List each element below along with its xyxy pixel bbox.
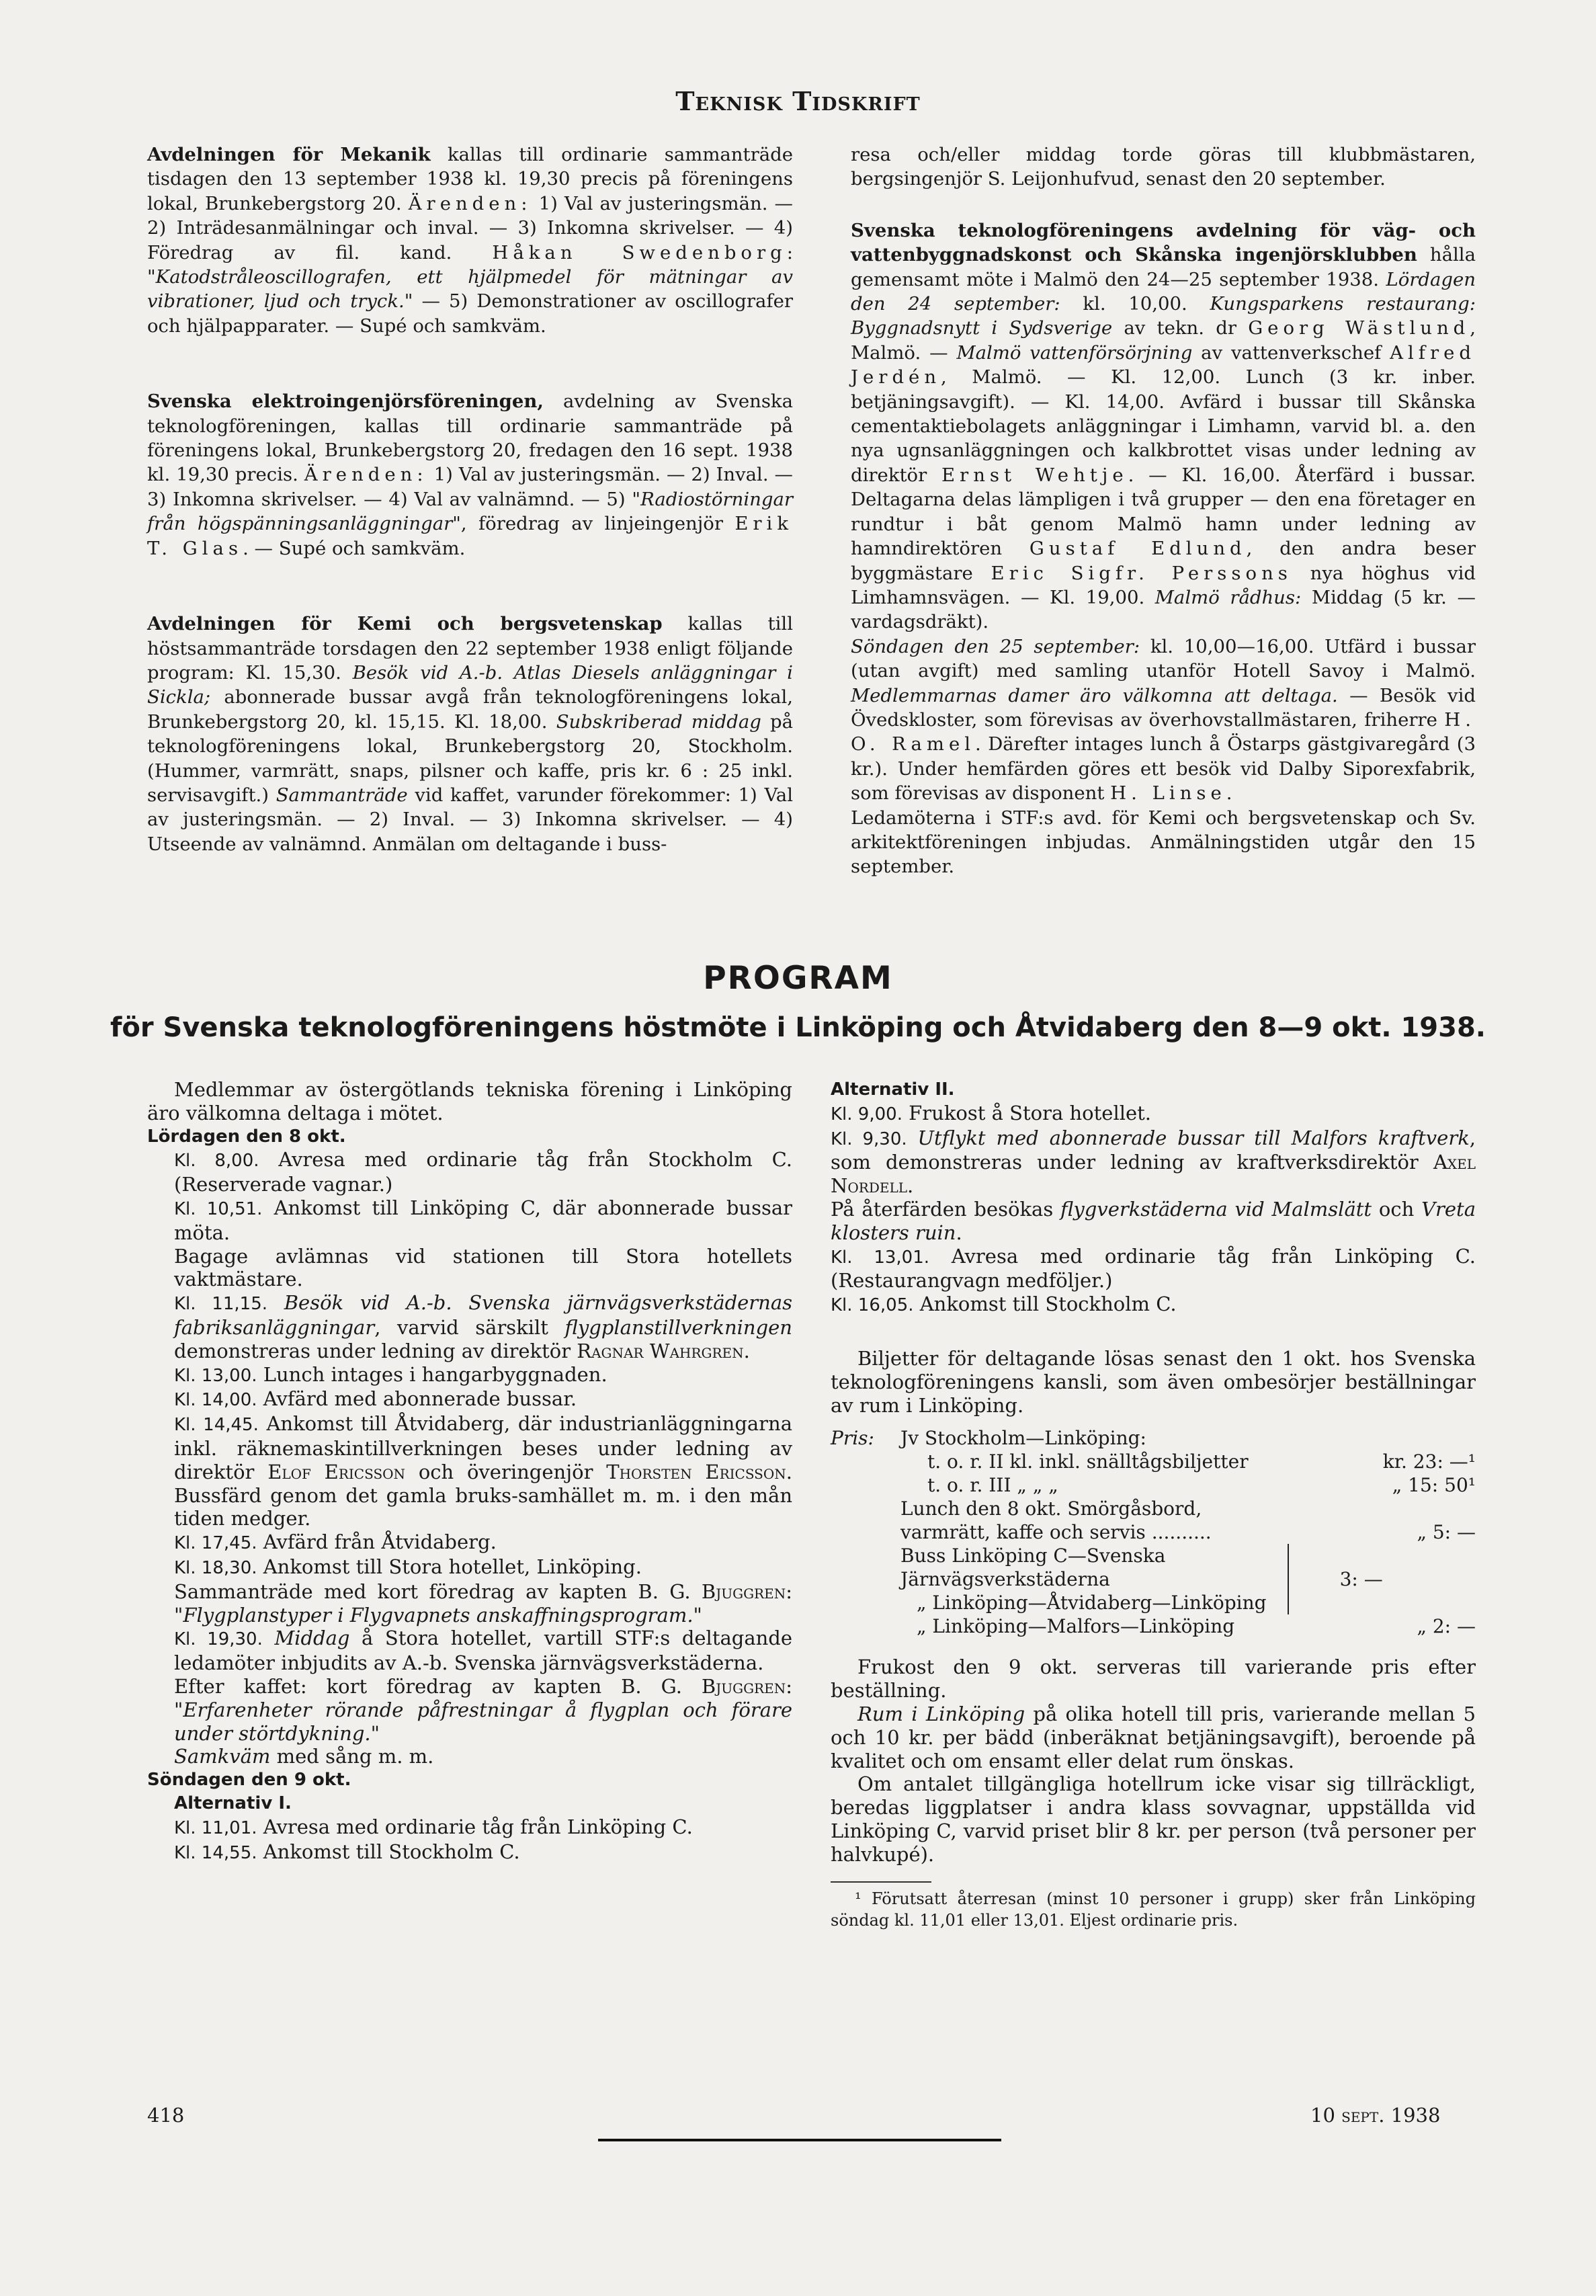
notice-ledamoter: Ledamöterna i STF:s avd. för Kemi och bergsvetenskap och Sv. arkitektföreningen inbjudas. Anmälningstiden utgår den 15 september. <box>851 807 1476 878</box>
alternative-1-label: Alternativ I. <box>174 1793 292 1813</box>
schedule-item: Bagage avlämnas vid stationen till Stora hotellets vaktmästare. <box>174 1244 792 1291</box>
program-intro: Medlemmar av östergötlands tekniska förening i Linköping äro välkomna deltaga i mötet. <box>147 1078 792 1124</box>
footnote-rule <box>831 1881 931 1883</box>
tickets-text: Biljetter för deltagande lösas senast den 1 okt. hos Svenska teknologföreningens kansli, som även ombesörjer beställningar av rum i Linköping. <box>831 1346 1476 1417</box>
schedule-item: Samkväm med sång m. m. <box>174 1745 434 1768</box>
price-row: „ Linköping—Malfors—Linköping <box>917 1615 1235 1638</box>
price-value: „ 2: — <box>1417 1615 1476 1638</box>
rooms-text: Rum i Linköping på olika hotell till pris, varierande mellan 5 och 10 kr. per bädd (inberäknat betjäningsavgift), beroende på kvalitet och om ensamt eller delat rum önskas. <box>831 1702 1476 1772</box>
price-value: „ 5: — <box>1417 1521 1476 1544</box>
schedule-item: Kl. 17,45. Avfärd från Åtvidaberg. <box>174 1530 497 1554</box>
price-row: Lunch den 8 okt. Smörgåsbord, varmrätt, kaffe och servis .......... <box>900 1498 1212 1544</box>
program-subtitle: för Svenska teknologföreningens höstmöte i Linköping och Åtvidaberg den 8—9 okt. 1938. <box>110 1012 1486 1043</box>
left-column <box>147 142 793 856</box>
program-title: PROGRAM <box>703 960 893 997</box>
schedule-item: Kl. 9,00. Frukost å Stora hotellet. <box>831 1101 1152 1124</box>
schedule-item: Kl. 10,51. Ankomst till Linköping C, där abonnerade bussar möta. <box>174 1196 793 1244</box>
right-column <box>851 142 1476 879</box>
notice-kemi: Avdelningen för Kemi och bergsvetenskap kallas till höstsammanträde torsdagen den 22 september 1938 enligt följande program: Kl. 15,30. Besök vid A.-b. Atlas Diesels anläggningar i Sickla; abonnerade bussar avgå från teknologföreningens lokal, Brunkebergstorg 20, kl. 15,15. Kl. 18,00. Subskriberad middag på teknologföreningens lokal, Brunkebergstorg 20, Stockholm. (Hummer, varmrätt, snaps, pilsner och kaffe, pris kr. 6 : 25 inkl. servisavgift.) Sammanträde vid kaffet, varunder förekommer: 1) Val av justeringsmän. — 2) Inval. — 3) Inkomna skrivelser. — 4) Utseende av valnämnd. Anmälan om deltagande i buss- <box>147 613 793 855</box>
schedule-item: Efter kaffet: kort föredrag av kapten B. G. Bjuggren: "Erfarenheter rörande påfrestningar å flygplan och förare under störtdykning." <box>174 1674 792 1745</box>
price-row: Buss Linköping C—Svenska Järnvägsverkstäderna <box>900 1544 1288 1591</box>
footer-rule <box>598 2139 1001 2141</box>
schedule-item: Kl. 14,55. Ankomst till Stockholm C. <box>174 1840 520 1863</box>
saturday-heading: Lördagen den 8 okt. <box>147 1126 346 1147</box>
schedule-item: Kl. 14,45. Ankomst till Åtvidaberg, där industrianläggningarna inkl. räknemaskintillverkningen beses under ledning av direktör Elof Ericsson och överingenjör Thorsten Ericsson. Bussfärd genom det gamla bruks-samhället m. m. i den mån tiden medger. <box>174 1412 793 1530</box>
schedule-item: Kl. 13,01. Avresa med ordinarie tåg från Linköping C. (Restaurangvagn medföljer.) <box>831 1244 1476 1293</box>
program-right-column <box>831 1078 1476 1931</box>
issue-date: 10 sept. 1938 <box>1310 2104 1441 2127</box>
schedule-item: På återfärden besökas flygverkstäderna vid Malmslätt och Vreta klosters ruin. <box>831 1197 1476 1244</box>
schedule-item: Sammanträde med kort föredrag av kapten B. G. Bjuggren: "Flygplanstyper i Flygvapnets anskaffningsprogram." <box>174 1580 792 1627</box>
notice-elektro: Svenska elektroingenjörsföreningen, avdelning av Svenska teknologföreningen, kallas till ordinarie sammanträde på föreningens lokal, Brunkebergstorg 20, fredagen den 16 sept. 1938 kl. 19,30 precis. Ärenden: 1) Val av justeringsmän. — 2) Inval. — 3) Inkomna skrivelser. — 4) Val av valnämnd. — 5) "Radiostörningar från högspänningsanläggningar", föredrag av linjeingenjör Erik T. Glas. — Supé och samkväm. <box>147 391 793 559</box>
alternative-2-label: Alternativ II. <box>831 1079 955 1100</box>
price-label: Pris: <box>831 1427 874 1450</box>
price-row: Jv Stockholm—Linköping: <box>900 1427 1146 1450</box>
schedule-item: Kl. 11,15. Besök vid A.-b. Svenska järnvägsverkstädernas fabriksanläggningar, varvid särskilt flygplanstillverkningen demonstreras under ledning av direktör Ragnar Wahrgren. <box>174 1291 793 1362</box>
schedule-item: Kl. 9,30. Utflykt med abonnerade bussar till Malfors kraftverk, som demonstreras under ledning av kraftverksdirektör Axel Nordell. <box>831 1126 1476 1198</box>
schedule-item: Kl. 11,01. Avresa med ordinarie tåg från Linköping C. <box>174 1815 693 1838</box>
price-row: t. o. r. II kl. inkl. snälltågsbiljetter <box>927 1450 1249 1473</box>
price-list <box>831 1426 1476 1638</box>
schedule-item: Kl. 14,00. Avfärd med abonnerade bussar. <box>174 1387 577 1411</box>
schedule-item: Kl. 18,30. Ankomst till Stora hotellet, Linköping. <box>174 1555 642 1578</box>
price-value: kr. 23: —¹ <box>1382 1450 1476 1473</box>
schedule-item: Kl. 8,00. Avresa med ordinarie tåg från Stockholm C. (Reserverade vagnar.) <box>174 1148 792 1196</box>
masthead: Teknisk Tidskrift <box>675 86 921 116</box>
schedule-item: Kl. 19,30. Middag å Stora hotellet, vartill STF:s deltagande ledamöter inbjudits av A.-b. Svenska järnvägsverkstäderna. <box>174 1627 793 1675</box>
breakfast-text: Frukost den 9 okt. serveras till varierande pris efter beställning. <box>831 1655 1476 1703</box>
price-value: 3: — <box>1339 1568 1383 1591</box>
notice-sondag: Söndagen den 25 september: kl. 10,00—16,00. Utfärd i bussar (utan avgift) med samling utanför Hotell Savoy i Malmö. Medlemmarnas damer äro välkomna att deltaga. — Besök vid Övedskloster, som förevisas av överhovstallmästaren, friherre H. O. Ramel. Därefter intages lunch å Östarps gästgivaregård (3 kr.). Under hemfärden göres ett besök vid Dalby Siporexfabrik, som förevisas av disponent H. Linse. <box>851 635 1476 805</box>
schedule-item: Kl. 16,05. Ankomst till Stockholm C. <box>831 1293 1177 1316</box>
program-left-column <box>147 1078 792 1864</box>
price-row: t. o. r. III „ „ „ <box>927 1474 1058 1497</box>
sunday-heading: Söndagen den 9 okt. <box>147 1770 351 1791</box>
notice-continued: resa och/eller middag torde göras till klubbmästaren, bergsingenjör S. Leijonhufvud, senast den 20 september. <box>851 144 1476 190</box>
schedule-item: Kl. 13,00. Lunch intages i hangarbyggnaden. <box>174 1362 607 1386</box>
price-value: „ 15: 50¹ <box>1392 1474 1476 1497</box>
price-row: „ Linköping—Åtvidaberg—Linköping <box>900 1591 1288 1614</box>
notice-mekanik: Avdelningen för Mekanik kallas till ordinarie sammanträde tisdagen den 13 september 1938 kl. 19,30 precis på föreningens lokal, Brunkebergstorg 20. Ärenden: 1) Val av justeringsmän. — 2) Inträdesanmälningar och inval. — 3) Inkomna skrivelser. — 4) Föredrag av fil. kand. Håkan Swedenborg: "Katodstråleoscillografen, ett hjälpmedel för mätningar av vibrationer, ljud och tryck." — 5) Demonstrationer av oscillografer och hjälpapparater. — Supé och samkväm. <box>147 144 794 337</box>
footnote: ¹ Förutsatt återresan (minst 10 personer i grupp) sker från Linköping söndag kl. 11,01 eller 13,01. Eljest ordinarie pris. <box>831 1889 1476 1930</box>
page-number: 418 <box>147 2104 185 2127</box>
notice-vag-vatten: Svenska teknologföreningens avdelning för väg- och vattenbyggnadskonst och Skånska ingenjörsklubben hålla gemensamt möte i Malmö den 24—25 september 1938. Lördagen den 24 september: kl. 10,00. Kungsparkens restaurang: Byggnadsnytt i Sydsverige av tekn. dr Georg Wästlund, Malmö. — Malmö vattenförsörjning av vattenverkschef Alfred Jerdén, Malmö. — Kl. 12,00. Lunch (3 kr. inber. betjäningsavgift). — Kl. 14,00. Avfärd i bussar till Skånska cementaktiebolagets anläggningar i Limhamn, varvid bl. a. den nya ugnsanläggningen och kalkbrottet visas under ledning av direktör Ernst Wehtje. — Kl. 16,00. Återfärd i bussar. Deltagarna delas lämpligen i två grupper — den ena företager en rundtur i båt genom Malmö hamn under ledning av hamndirektören Gustaf Edlund, den andra beser byggmästare Eric Sigfr. Perssons nya höghus vid Limhamnsvägen. — Kl. 19,00. Malmö rådhus: Middag (5 kr. — vardagsdräkt). <box>851 219 1476 633</box>
rooms-more-text: Om antalet tillgängliga hotellrum icke visar sig tillräckligt, beredas liggplatser i andra klass sovvagnar, uppställda vid Linköping C, varvid priset blir 8 kr. per person (två personer per halvkupé). <box>831 1772 1476 1866</box>
